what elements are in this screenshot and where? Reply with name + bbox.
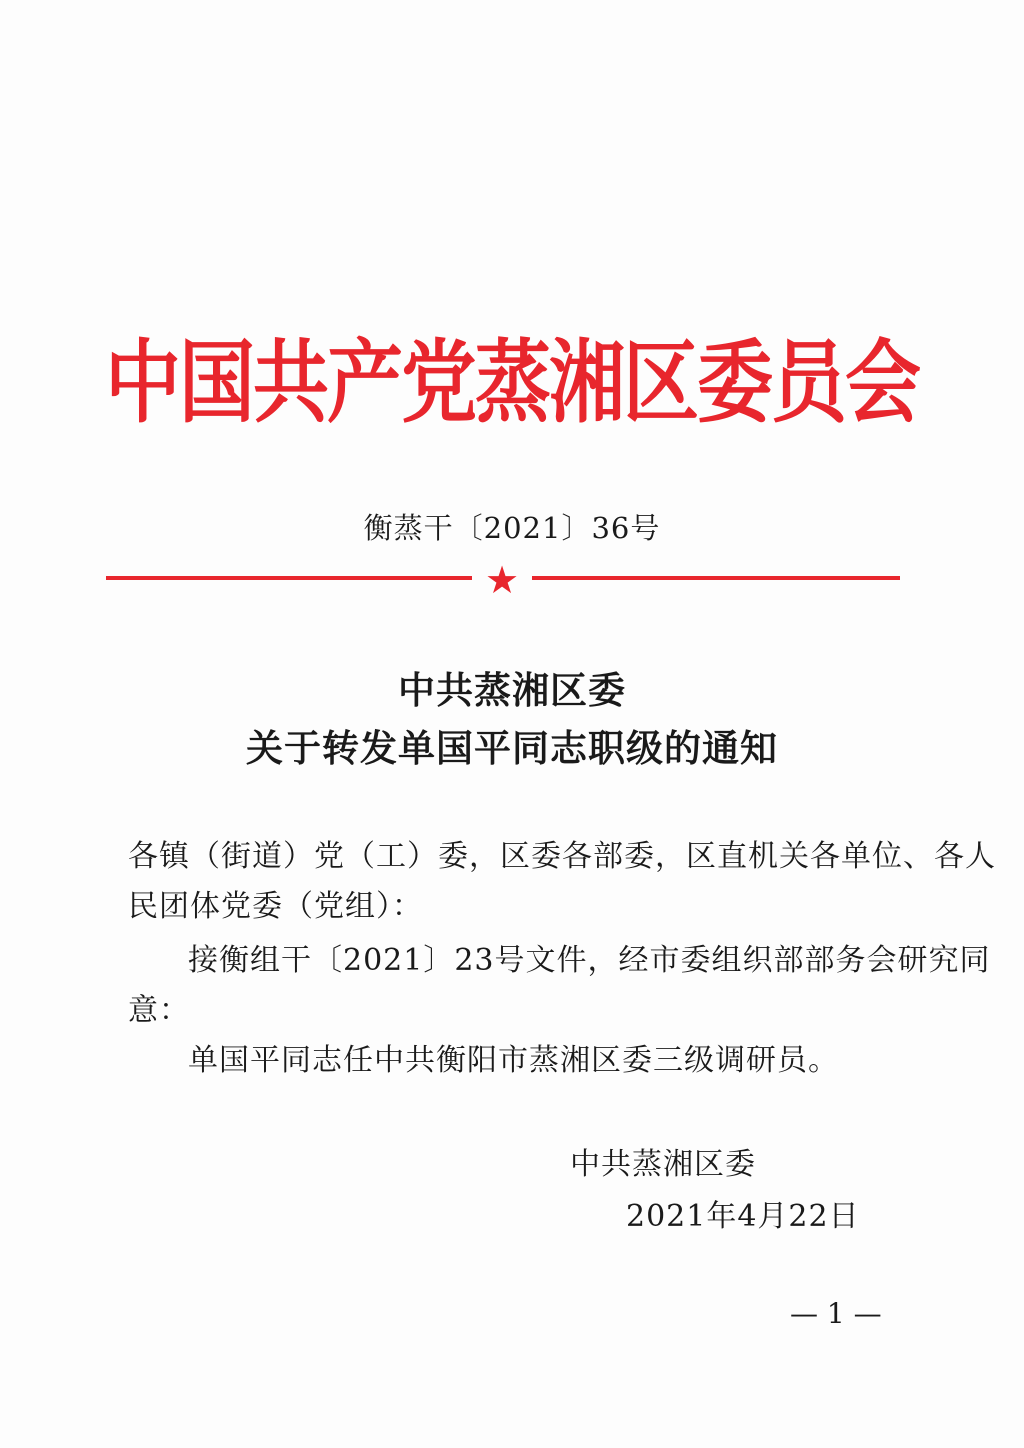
- recipients-line2: 民团体党委（党组）：: [128, 889, 423, 924]
- notice-title-line2: 关于转发单国平同志职级的通知: [246, 726, 778, 770]
- document-number: 衡蒸干〔2021〕36号: [363, 511, 661, 545]
- signature-org: 中共蒸湘区委: [570, 1147, 756, 1182]
- divider-line-right: [532, 576, 900, 580]
- divider-line-left: [106, 576, 472, 580]
- signature-date: 2021年4月22日: [626, 1199, 860, 1234]
- paragraph-1-line2: 意：: [128, 993, 190, 1028]
- paragraph-2: 单国平同志任中共衡阳市蒸湘区委三级调研员。: [188, 1043, 839, 1078]
- paragraph-1-line1: 接衡组干〔2021〕23号文件，经市委组织部部务会研究同: [188, 943, 991, 978]
- star-icon: ★: [484, 558, 520, 602]
- red-divider: [0, 560, 1024, 600]
- recipients-line1: 各镇（街道）党（工）委，区委各部委，区直机关各单位、各人: [128, 839, 996, 874]
- masthead-title: 中国共产党蒸湘区委员会: [105, 329, 919, 435]
- page-number: — 1 —: [790, 1297, 882, 1330]
- notice-title-line1: 中共蒸湘区委: [398, 668, 626, 712]
